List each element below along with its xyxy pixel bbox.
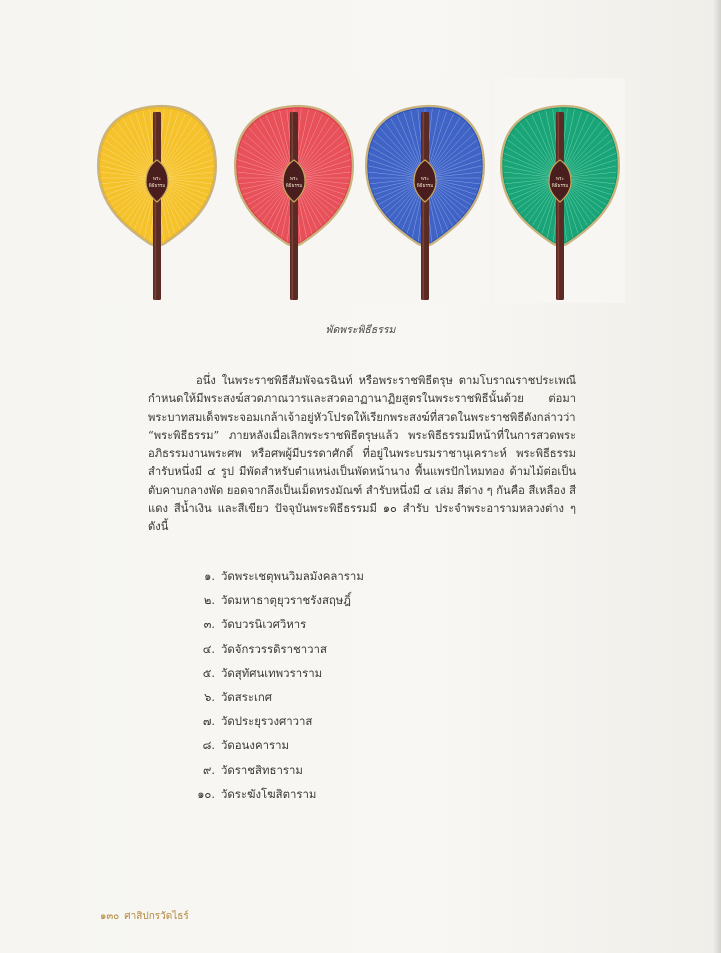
temple-number: ๓. xyxy=(203,617,215,632)
book-title: ศาสิปกรวัดไธร์ xyxy=(124,911,189,922)
temple-name: วัดสุทัศนเทพวราราม xyxy=(221,665,323,680)
temple-list-item xyxy=(170,662,470,686)
fan-plaque-text: พิธีธรรม xyxy=(416,184,434,189)
fan-red xyxy=(229,78,359,303)
temple-name: วัดประยุรวงศาวาส xyxy=(221,714,313,729)
temple-list-item xyxy=(170,783,470,807)
temple-list-item xyxy=(170,638,470,662)
temple-number: ๘. xyxy=(202,738,215,753)
fan-plaque-text: พระ xyxy=(556,177,564,182)
temple-number: ๒. xyxy=(203,593,215,608)
fan-blue xyxy=(360,78,490,303)
temple-number: ๔. xyxy=(202,641,215,656)
temple-name: วัดสระเกศ xyxy=(221,690,273,705)
temple-list-item xyxy=(170,589,470,613)
temple-list-item xyxy=(170,613,470,637)
fan-plaque-text: พิธีธรรม xyxy=(148,184,166,189)
temple-name: วัดพระเชตุพนวิมลมังคลาราม xyxy=(221,569,364,584)
ceremonial-fans-figure xyxy=(92,78,632,303)
fan-yellow xyxy=(92,78,222,303)
temple-number: ๕. xyxy=(202,665,215,680)
page-number: ๑๓๐ xyxy=(100,911,120,922)
temple-list-item xyxy=(170,759,470,783)
temple-number: ๖. xyxy=(204,690,215,705)
fan-plaque-text: พระ xyxy=(153,177,161,182)
page-footer xyxy=(100,909,189,924)
temple-name: วัดระฆังโฆสิตาราม xyxy=(221,786,317,801)
temple-list-item xyxy=(170,686,470,710)
page-spine-shadow xyxy=(713,0,721,953)
temple-name: วัดจักรวรรดิราชาวาส xyxy=(221,641,327,656)
figure-caption: พัดพระพิธีธรรม xyxy=(325,324,396,336)
temple-name: วัดอนงคาราม xyxy=(221,738,290,753)
fan-plaque-text: พิธีธรรม xyxy=(285,184,303,189)
temple-list-item xyxy=(170,734,470,758)
fan-green xyxy=(495,78,625,303)
temple-list-item xyxy=(170,565,470,589)
fan-plaque-text: พระ xyxy=(290,177,298,182)
temple-number: ๑. xyxy=(204,569,215,584)
fan-plaque-text: พระ xyxy=(421,177,429,182)
temple-number: ๗. xyxy=(202,714,215,729)
fan-plaque-text: พิธีธรรม xyxy=(551,184,569,189)
temple-name: วัดมหาธาตุยุวราชรังสฤษฎิ์ xyxy=(221,593,351,608)
temple-number: ๙. xyxy=(203,762,215,777)
temple-name: วัดบวรนิเวศวิหาร xyxy=(221,617,307,632)
temple-list-item xyxy=(170,710,470,734)
body-paragraph: อนึ่ง ในพระราชพิธีสัมพัจฉรฉินท์ หรือพระราชพิธีตรุษ ตามโบราณราชประเพณีกำหนดให้มีพระสงฆ์สวดภาณวารและสวดอาฏานาฏิยสูตรในพระราชพิธีนั้นด้วย ต่อมาพระบาทสมเด็จพระจอมเกล้าเจ้าอยู่หัวโปรดให้เรียกพระสงฆ์ที่สวดในพระราชพิธีดังกล่าวว่า “พระพิธีธรรม” ภายหลังเมื่อเลิกพระราชพิธีตรุษแล้ว พระพิธีธรรมมีหน้าที่ในการสวดพระอภิธรรมงานพระศพ หรือศพผู้มีบรรดาศักดิ์ ที่อยู่ในพระบรมราชานุเคราะห์ พระพิธีธรรมสำรับหนึ่งมี ๔ รูป มีพัดสำหรับตำแหน่งเป็นพัดหน้านาง พื้นแพรปักไหมทอง ด้ามไม้ต่อเป็นตับคาบกลางพัด ยอดจากลึงเป็นเม็ดทรงมัณฑ์ สำรับหนึ่งมี ๔ เล่ม สีต่าง ๆ กันคือ สีเหลือง สีแดง สีน้ำเงิน และสีเขียว ปัจจุบันพระพิธีธรรมมี ๑๐ สำรับ ประจำพระอารามหลวงต่าง ๆ ดังนี้ xyxy=(148,374,576,534)
temple-name: วัดราชสิทธาราม xyxy=(221,762,303,777)
temple-number: ๑๐. xyxy=(197,786,215,801)
temple-list xyxy=(170,565,470,807)
